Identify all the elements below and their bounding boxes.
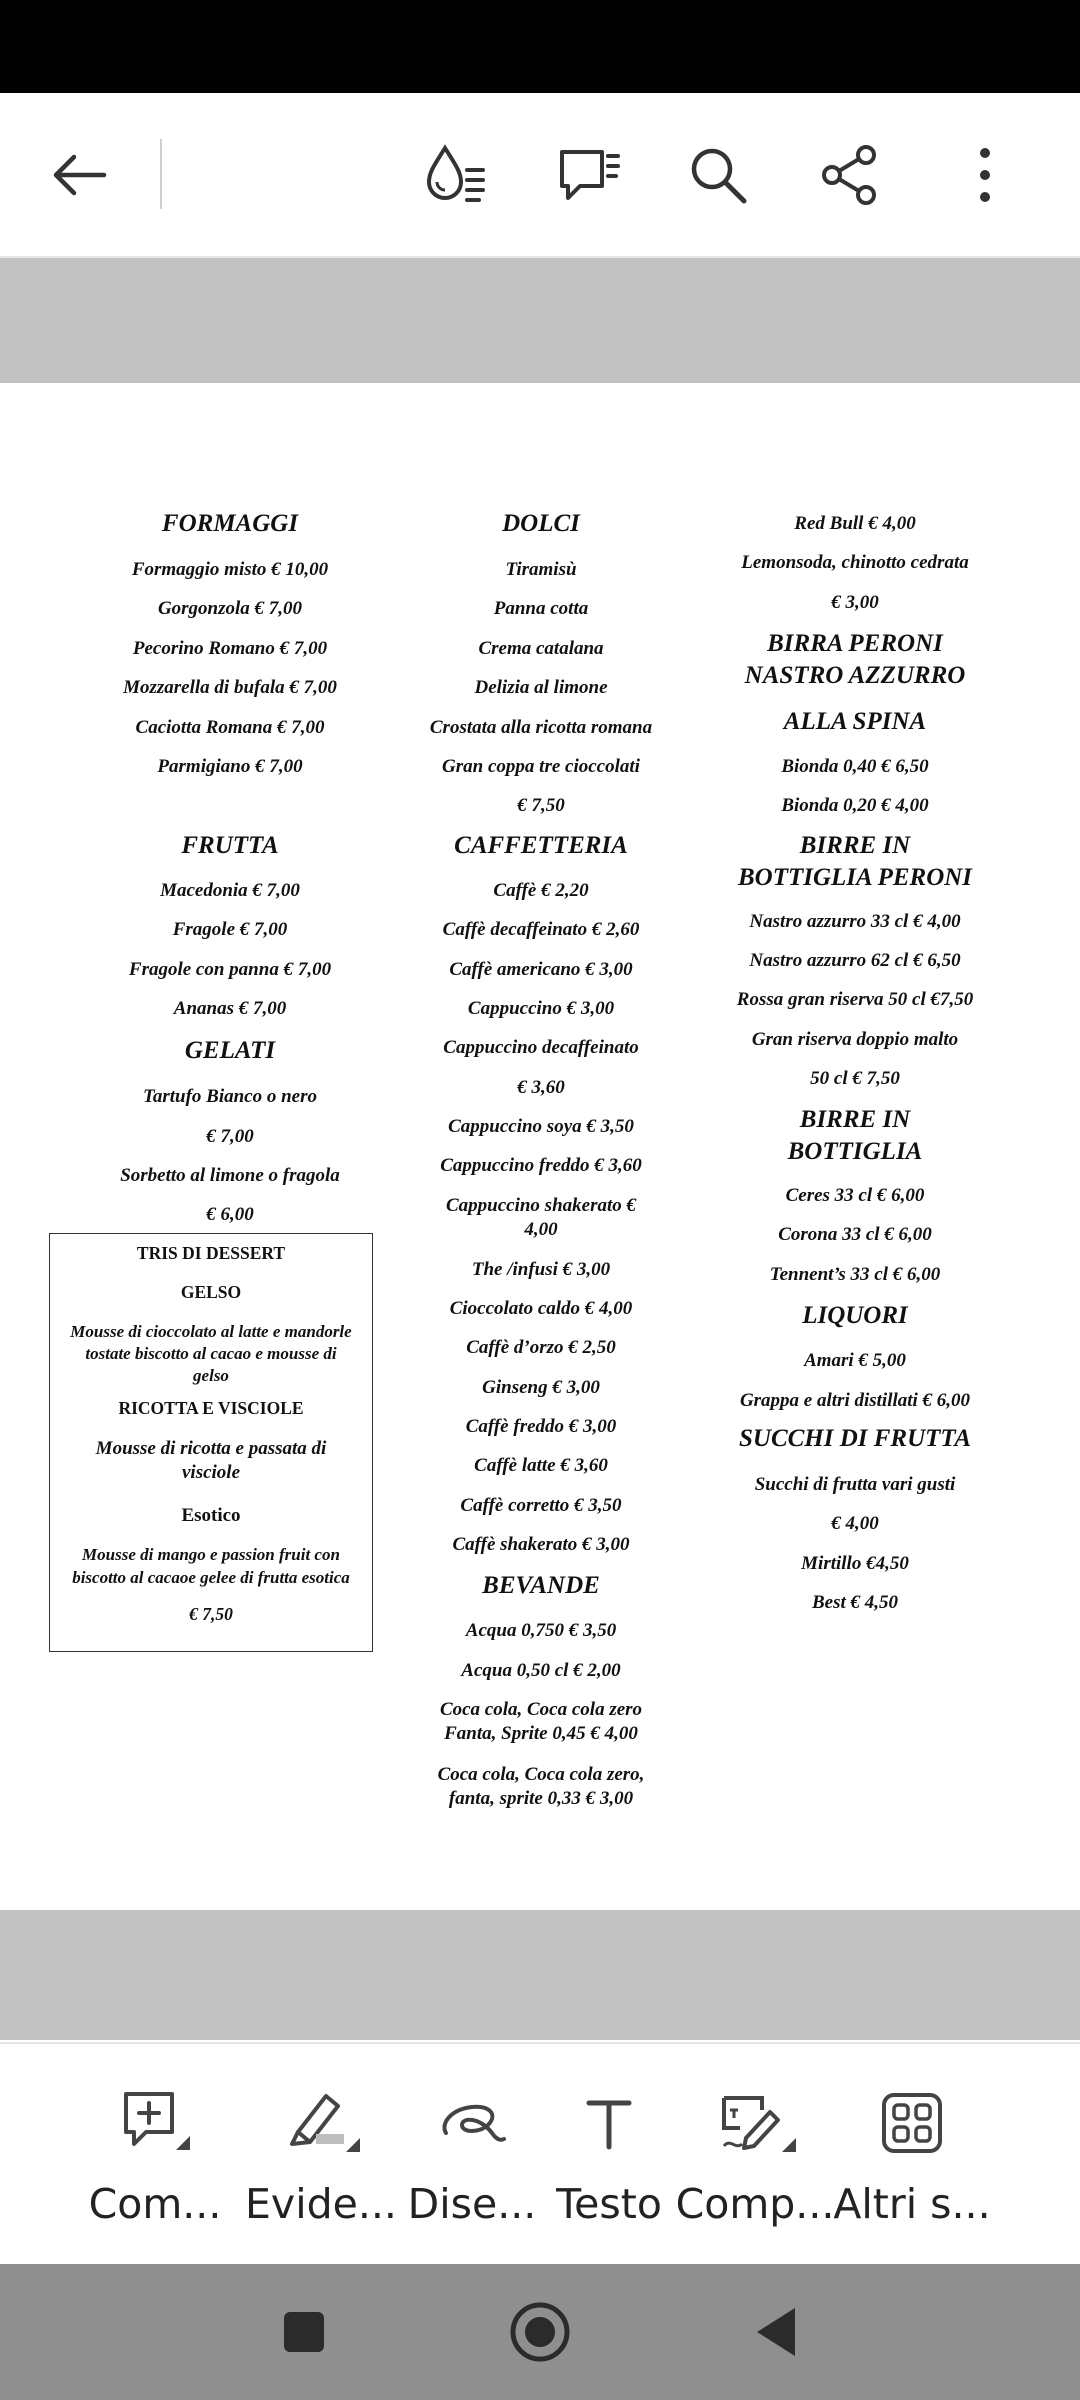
tool-label: Testo	[556, 2180, 662, 2228]
menu-item: Caffè € 2,20	[493, 880, 589, 901]
recents-icon[interactable]	[264, 2292, 344, 2372]
menu-item: Rossa gran riserva 50 cl €7,50	[736, 989, 974, 1010]
home-icon[interactable]	[500, 2292, 580, 2372]
menu-item: Mozzarella di bufala € 7,00	[123, 677, 337, 698]
menu-item: Caciotta Romana € 7,00	[135, 717, 325, 738]
tris-ricotta-desc: Mousse di ricotta e passata di visciole	[95, 1438, 327, 1483]
bottom-tools-bar	[0, 2042, 1080, 2266]
menu-item: Lemonsoda, chinotto cedrata	[741, 552, 969, 573]
menu-item: Gran riserva doppio malto	[751, 1029, 959, 1050]
more-vertical-icon[interactable]	[943, 133, 1027, 217]
tris-price: € 7,50	[189, 1604, 233, 1624]
menu-item: Nastro azzurro 62 cl € 6,50	[749, 950, 961, 971]
menu-item: € 4,00	[831, 1513, 879, 1534]
section-title-alla-spina: ALLA SPINA	[783, 708, 927, 735]
menu-item: Macedonia € 7,00	[160, 880, 300, 901]
menu-item: Crema catalana	[478, 638, 604, 659]
pdf-page[interactable]	[0, 383, 1080, 1910]
menu-item: Fragole € 7,00	[172, 919, 288, 940]
section-title-succhi-di-frutta: SUCCHI DI FRUTTA	[738, 1425, 971, 1452]
menu-item: € 3,60	[517, 1077, 565, 1098]
menu-item: Coca cola, Coca cola zero Fanta, Sprite 0,45 € 4,00	[439, 1699, 643, 1744]
add-comment-icon	[70, 2088, 240, 2158]
menu-item: Cappuccino shakerato € 4,00	[445, 1195, 637, 1240]
tool-label: Comp...	[675, 2180, 835, 2228]
menu-item: Pecorino Romano € 7,00	[132, 638, 328, 659]
menu-item: Acqua 0,50 cl € 2,00	[461, 1660, 621, 1681]
menu-item: Bionda 0,40 € 6,50	[781, 756, 929, 777]
menu-item: Bionda 0,20 € 4,00	[781, 795, 929, 816]
share-icon[interactable]	[808, 133, 892, 217]
tris-gelso-desc: Mousse di cioccolato al latte e mandorle tostate biscotto al cacao e mousse di gelso	[70, 1322, 352, 1385]
section-title-birre-bottiglia-peroni: BIRRE IN BOTTIGLIA PERONI	[737, 832, 973, 891]
tris-title: TRIS DI DESSERT	[136, 1243, 286, 1263]
section-title-birra-peroni: BIRRA PERONI NASTRO AZZURRO	[744, 630, 966, 689]
fill-sign-icon	[670, 2088, 840, 2158]
tool-fill-sign[interactable]	[670, 2044, 840, 2266]
menu-item: Tennent’s 33 cl € 6,00	[769, 1264, 941, 1285]
tool-highlight[interactable]	[236, 2044, 406, 2266]
menu-item: Amari € 5,00	[804, 1350, 906, 1371]
tool-label: Altri s...	[833, 2180, 991, 2228]
menu-item: Tiramisù	[505, 559, 577, 580]
menu-item: Parmigiano € 7,00	[157, 756, 303, 777]
menu-item: Tartufo Bianco o nero	[142, 1086, 318, 1107]
menu-item: € 7,00	[206, 1126, 254, 1147]
menu-item: Fragole con panna € 7,00	[128, 959, 332, 980]
tool-label: Evide...	[245, 2180, 397, 2228]
menu-item: Caffè shakerato € 3,00	[452, 1534, 630, 1555]
menu-item: Corona 33 cl € 6,00	[778, 1224, 932, 1245]
menu-item: Delizia al limone	[474, 677, 608, 698]
menu-item: Formaggio misto € 10,00	[131, 559, 329, 580]
tris-ricotta: RICOTTA E VISCIOLE	[118, 1398, 304, 1418]
back-icon[interactable]	[736, 2292, 816, 2372]
menu-item: Coca cola, Coca cola zero, fanta, sprite 0,33 € 3,00	[437, 1764, 645, 1809]
menu-item: Caffè americano € 3,00	[449, 959, 633, 980]
section-title-dolci: DOLCI	[502, 510, 580, 537]
section-title-caffetteria: CAFFETTERIA	[454, 832, 628, 859]
tris-gelso: GELSO	[180, 1282, 242, 1302]
search-icon[interactable]	[676, 133, 760, 217]
top-toolbar	[0, 93, 1080, 258]
section-title-frutta: FRUTTA	[181, 832, 279, 859]
menu-item: Gran coppa tre cioccolati	[442, 756, 640, 777]
menu-item: Red Bull € 4,00	[794, 513, 916, 534]
section-title-birre-bottiglia: BIRRE IN BOTTIGLIA	[787, 1106, 923, 1165]
menu-item: Caffè d’orzo € 2,50	[466, 1337, 616, 1358]
tool-comment[interactable]	[70, 2044, 240, 2266]
tris-esotico: Esotico	[181, 1505, 241, 1526]
menu-item: € 6,00	[206, 1204, 254, 1225]
menu-item: Cappuccino € 3,00	[467, 998, 615, 1019]
tool-text[interactable]	[524, 2044, 694, 2266]
more-tools-icon	[827, 2088, 997, 2158]
menu-item: The /infusi € 3,00	[471, 1259, 611, 1280]
page-gap-bottom	[0, 1910, 1080, 2040]
menu-item: 50 cl € 7,50	[810, 1068, 900, 1089]
menu-item: Cappuccino soya € 3,50	[448, 1116, 634, 1137]
text-icon	[524, 2088, 694, 2158]
menu-item: Nastro azzurro 33 cl € 4,00	[749, 911, 961, 932]
menu-item: Ginseng € 3,00	[482, 1377, 600, 1398]
menu-item: Cappuccino freddo € 3,60	[440, 1155, 642, 1176]
menu-item: € 3,00	[831, 592, 879, 613]
read-aloud-icon[interactable]	[414, 133, 498, 217]
system-nav-bar	[0, 2264, 1080, 2400]
section-title-gelati: GELATI	[184, 1037, 276, 1064]
tool-label: Com...	[88, 2180, 222, 2228]
comment-list-icon[interactable]	[547, 133, 631, 217]
menu-item: Succhi di frutta vari gusti	[754, 1474, 956, 1495]
menu-item: Crostata alla ricotta romana	[429, 717, 653, 738]
highlighter-icon	[236, 2088, 406, 2158]
section-title-liquori: LIQUORI	[802, 1302, 908, 1329]
tool-more[interactable]	[827, 2044, 997, 2266]
tris-dessert-box	[49, 1233, 373, 1652]
menu-item: Ananas € 7,00	[173, 998, 287, 1019]
menu-item: Caffè decaffeinato € 2,60	[442, 919, 640, 940]
section-title-bevande: BEVANDE	[482, 1572, 600, 1599]
menu-item: Mirtillo €4,50	[801, 1553, 909, 1574]
back-arrow-icon[interactable]	[38, 133, 122, 217]
menu-item: Caffè latte € 3,60	[474, 1455, 608, 1476]
page-gap-top	[0, 258, 1080, 383]
menu-item: Sorbetto al limone o fragola	[120, 1165, 340, 1186]
menu-item: Grappa e altri distillati € 6,00	[739, 1390, 971, 1411]
tool-label: Dise...	[407, 2180, 537, 2228]
menu-item: Gorgonzola € 7,00	[157, 598, 303, 619]
menu-item: Panna cotta	[493, 598, 589, 619]
menu-item: Best € 4,50	[811, 1592, 899, 1613]
menu-item: Caffè freddo € 3,00	[465, 1416, 617, 1437]
menu-item: Acqua 0,750 € 3,50	[465, 1620, 617, 1641]
menu-item: Caffè corretto € 3,50	[460, 1495, 622, 1516]
status-bar	[0, 0, 1080, 93]
menu-item: Cioccolato caldo € 4,00	[449, 1298, 633, 1319]
menu-item: € 7,50	[517, 795, 565, 816]
tris-esotico-desc: Mousse di mango e passion fruit con biscotto al cacaoe gelee di frutta esotica	[72, 1545, 350, 1587]
section-title-formaggi: FORMAGGI	[161, 510, 299, 537]
menu-item: Cappuccino decaffeinato	[443, 1037, 639, 1058]
menu-item: Ceres 33 cl € 6,00	[785, 1185, 925, 1206]
toolbar-divider	[160, 139, 162, 209]
